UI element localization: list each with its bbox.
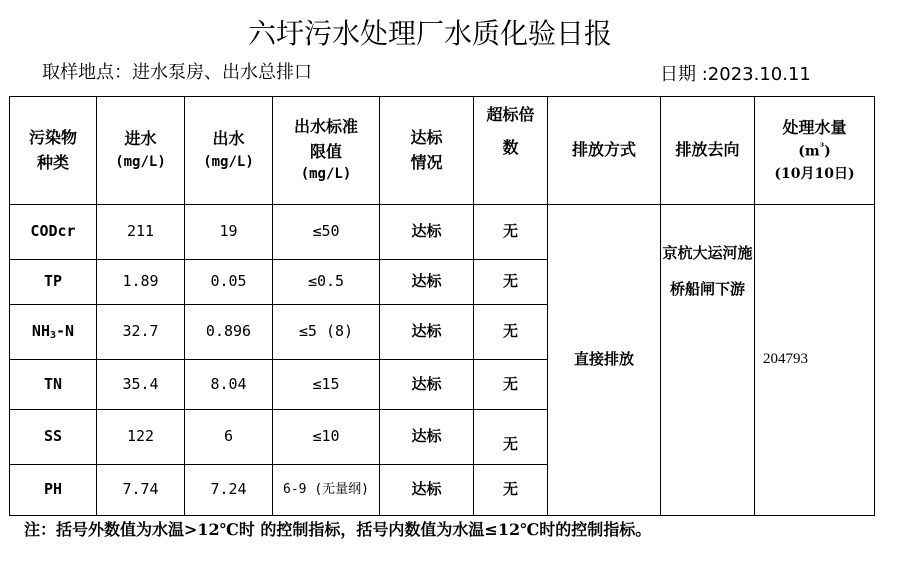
compliance-status: 达标 — [380, 410, 474, 465]
pollutant-name: PH — [10, 465, 97, 516]
compliance-status: 达标 — [380, 465, 474, 516]
header-exceed: 超标倍 数 — [474, 97, 548, 205]
exceed-value: 无 — [474, 410, 548, 465]
compliance-status: 达标 — [380, 260, 474, 305]
treated-volume-value: 204793 — [755, 205, 875, 516]
discharge-method-cell: 直接排放 — [548, 205, 661, 516]
header-limit: 出水标准 限值 (mg/L) — [273, 97, 380, 205]
header-volume: 处理水量 $(m^{^3})$ (10月10日) — [755, 97, 875, 205]
outflow-value: 8.04 — [185, 360, 273, 410]
pollutant-name: CODcr — [10, 205, 97, 260]
outflow-value: 0.05 — [185, 260, 273, 305]
pollutant-name: SS — [10, 410, 97, 465]
header-discharge-destination: 排放去向 — [661, 97, 755, 205]
table-row — [10, 205, 875, 260]
inflow-value: 32.7 — [97, 305, 185, 360]
header-compliance: 达标 情况 — [380, 97, 474, 205]
report-title: 六圩污水处理厂水质化验日报 — [247, 17, 612, 50]
limit-value: ≤10 — [273, 410, 380, 465]
sampling-location: 取样地点：进水泵房、出水总排口 — [42, 62, 312, 83]
pollutant-name: $NH_3-N$ — [10, 305, 97, 360]
header-inflow: 进水 (mg/L) — [97, 97, 185, 205]
header-pollutant: 污染物 种类 — [10, 97, 97, 205]
outflow-value: 0.896 — [185, 305, 273, 360]
table-header-row — [10, 97, 875, 205]
limit-value: ≤5 (8) — [273, 305, 380, 360]
limit-value: ≤15 — [273, 360, 380, 410]
inflow-value: 1.89 — [97, 260, 185, 305]
exceed-value: 无 — [474, 360, 548, 410]
outflow-value: 7.24 — [185, 465, 273, 516]
exceed-value: 无 — [474, 205, 548, 260]
footnote: 注：括号外数值为水温>12℃时 的控制指标，括号内数值为水温≤12℃时的控制指标。 — [24, 520, 652, 539]
pollutant-name: TN — [10, 360, 97, 410]
water-quality-table — [9, 96, 875, 516]
discharge-destination-cell: 京杭大运河施桥船闸下游 — [661, 205, 755, 516]
header-discharge-method: 排放方式 — [548, 97, 661, 205]
compliance-status: 达标 — [380, 305, 474, 360]
pollutant-name: TP — [10, 260, 97, 305]
inflow-value: 211 — [97, 205, 185, 260]
exceed-value: 无 — [474, 465, 548, 516]
inflow-value: 7.74 — [97, 465, 185, 516]
compliance-status: 达标 — [380, 360, 474, 410]
compliance-status: 达标 — [380, 205, 474, 260]
exceed-value: 无 — [474, 305, 548, 360]
outflow-value: 6 — [185, 410, 273, 465]
limit-value: 6-9 (无量纲) — [273, 465, 380, 516]
exceed-value: 无 — [474, 260, 548, 305]
report-date: 日期 :2023.10.11 — [660, 64, 811, 85]
inflow-value: 35.4 — [97, 360, 185, 410]
inflow-value: 122 — [97, 410, 185, 465]
limit-value: ≤0.5 — [273, 260, 380, 305]
outflow-value: 19 — [185, 205, 273, 260]
limit-value: ≤50 — [273, 205, 380, 260]
header-outflow: 出水 (mg/L) — [185, 97, 273, 205]
